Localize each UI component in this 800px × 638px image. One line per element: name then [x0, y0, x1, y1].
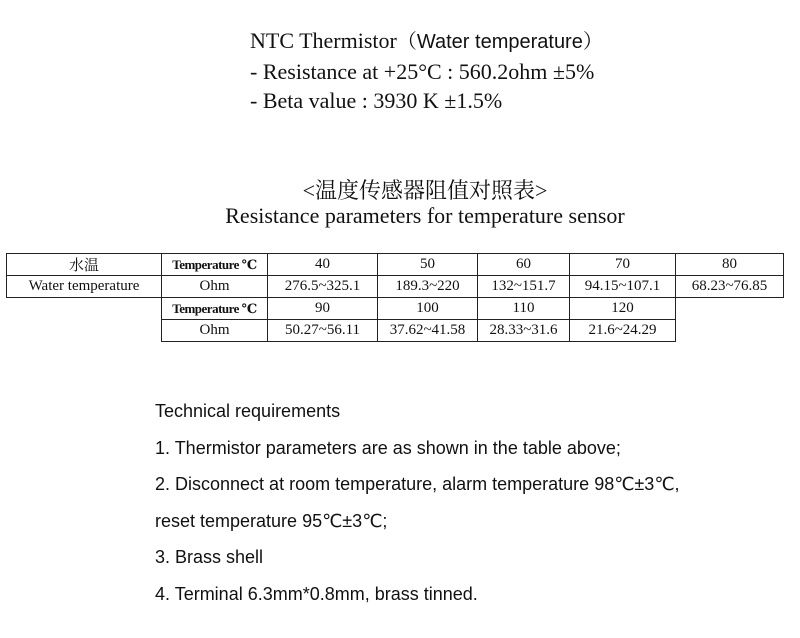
ohm-cell: 132~151.7: [478, 276, 570, 298]
temp-cell: 100: [378, 298, 478, 320]
table-row: [7, 320, 784, 342]
ohm-cell: 276.5~325.1: [268, 276, 378, 298]
ohm-header: Ohm: [162, 276, 268, 298]
temp-cell: 110: [478, 298, 570, 320]
spec-title-paren: （Water temperature）: [396, 31, 603, 53]
empty-cell: [676, 298, 784, 320]
table-row: [7, 276, 784, 298]
spec-title: [250, 26, 603, 57]
temp-cell: 70: [570, 254, 676, 276]
temp-cell: 40: [268, 254, 378, 276]
empty-cell: [7, 298, 162, 320]
empty-cell: [7, 320, 162, 342]
table-title-chinese: <温度传感器阻值对照表>: [302, 178, 548, 203]
requirements-heading: Technical requirements: [155, 401, 341, 421]
requirement-item: 3. Brass shell: [155, 547, 264, 568]
ohm-cell: 68.23~76.85: [676, 276, 784, 298]
temperature-header: Temperature ℃: [162, 254, 268, 276]
ohm-cell: 37.62~41.58: [378, 320, 478, 342]
spec-title-main: NTC Thermistor: [250, 28, 397, 53]
requirement-item: 2. Disconnect at room temperature, alarm temperature 98℃±3℃,: [155, 474, 680, 495]
temp-cell: 80: [676, 254, 784, 276]
ohm-cell: 94.15~107.1: [570, 276, 676, 298]
table-row: [7, 298, 784, 320]
ohm-cell: 21.6~24.29: [570, 320, 676, 342]
temp-cell: 60: [478, 254, 570, 276]
ohm-header: Ohm: [162, 320, 268, 342]
ohm-cell: 50.27~56.11: [268, 320, 378, 342]
temp-cell: 90: [268, 298, 378, 320]
technical-requirements: [155, 398, 680, 618]
empty-cell: [676, 320, 784, 342]
thermistor-spec: [250, 26, 603, 115]
ohm-cell: 189.3~220: [378, 276, 478, 298]
requirement-item: 4. Terminal 6.3mm*0.8mm, brass tinned.: [155, 583, 478, 604]
requirement-item: reset temperature 95℃±3℃;: [155, 510, 388, 531]
resistance-table: [6, 253, 784, 342]
table-title-english: Resistance parameters for temperature sensor: [225, 203, 625, 228]
temp-cell: 120: [570, 298, 676, 320]
requirement-item: 1. Thermistor parameters are as shown in the table above;: [155, 437, 621, 458]
spec-resistance: - Resistance at +25°C : 560.2ohm ±5%: [250, 59, 595, 84]
side-label-en: Water temperature: [7, 276, 162, 298]
side-label-cn: 水温: [7, 254, 162, 276]
table-row: [7, 254, 784, 276]
temperature-header: Temperature ℃: [162, 298, 268, 320]
ohm-cell: 28.33~31.6: [478, 320, 570, 342]
temp-cell: 50: [378, 254, 478, 276]
spec-beta: - Beta value : 3930 K ±1.5%: [250, 88, 503, 113]
